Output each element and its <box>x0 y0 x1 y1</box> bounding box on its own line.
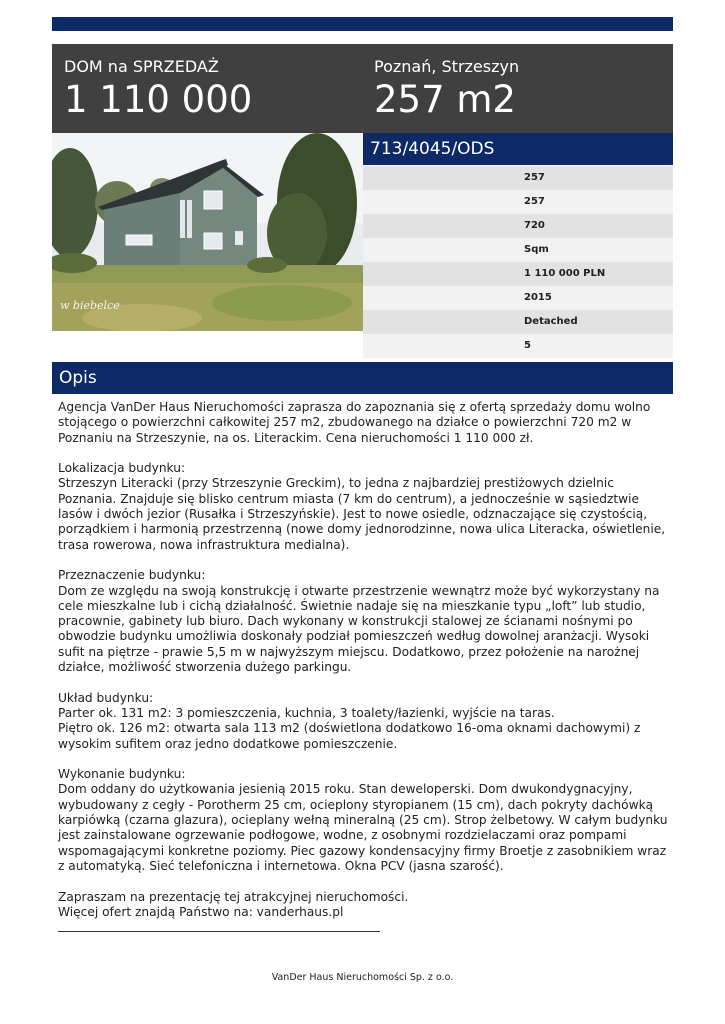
offer-block <box>64 56 252 120</box>
photo-watermark: w biebelce <box>60 299 120 312</box>
location: Poznań, Strzeszyn <box>374 57 520 76</box>
description-paragraph: Zapraszam na prezentację tej atrakcyjnej nieruchomości. Więcej ofert znajdą Państwo na: vanderhaus.pl <box>58 889 409 919</box>
divider <box>58 931 380 932</box>
listing-reference: 713/4045/ODS <box>363 133 673 165</box>
description-paragraph: Przeznaczenie budynku: Dom ze względu na swoją konstrukcję i otwarte przestrzenie wewnątrz może być wykorzystany na cele mieszkalne lub i cichą działalność. Świetnie nadaje się na mieszkanie typu „loft” lub studio, pracownie, gabinety lub biuro. Dach wykonany w konstrukcji stalowej ze ścianami nośnymi po obwodzie budynku umożliwia doskonały podział pomieszczeń według dowolnej aranżacji. Wysoki sufit na piętrze - prawie 5,5 m w najwyższym miejscu. Dodatkowo, przez położenie na narożnej działce, możliwość stworzenia dużego parkingu. <box>58 568 660 675</box>
spec-value: 1 110 000 PLN <box>363 262 673 286</box>
description-paragraph: Układ budynku: Parter ok. 131 m2: 3 pomieszczenia, kuchnia, 3 toalety/łazienki, wyjście na taras. Piętro ok. 126 m2: otwarta sala 113 m2 (doświetlona dodatkowo 16-oma oknami dachowymi) z wysokim sufitem oraz jedno dodatkowe pomieszczenie. <box>58 690 641 751</box>
spec-value: Sqm <box>363 238 673 262</box>
top-accent-bar <box>52 17 673 31</box>
spec-value: 257 <box>363 190 673 214</box>
spec-value: 2015 <box>363 286 673 310</box>
spec-value: Detached <box>363 310 673 334</box>
location-block <box>374 56 519 120</box>
area: 257 m2 <box>374 78 516 121</box>
offer-type: DOM na SPRZEDAŻ <box>64 57 219 76</box>
spec-value: 5 <box>363 334 673 358</box>
price: 1 110 000 <box>64 78 253 121</box>
property-photo <box>52 133 363 331</box>
footer-company: VanDer Haus Nieruchomości Sp. z o.o. <box>271 972 454 983</box>
spec-value: 257 <box>363 166 673 190</box>
description-paragraph: Wykonanie budynku: Dom oddany do użytkowania jesienią 2015 roku. Stan deweloperski. Dom dwukondygnacyjny, wybudowany z cegły - Porotherm 25 cm, ocieplony styropianem (15 cm), dach pokryty dachówką karpiówką (czarna glazura), ocieplany wełną mineralną (25 cm). Strop żelbetowy. W całym budynku jest zainstalowane ogrzewanie podłogowe, wodne, z osobnymi rozdzielaczami oraz pompami wspomagającymi konkretne poziomy. Piec gazowy kondensacyjny firmy Broetje z zasobnikiem wraz z automatyką. Sieć telefoniczna i internetowa. Okna PCV (jasna szarość). <box>58 767 668 873</box>
description-paragraph: Agencja VanDer Haus Nieruchomości zaprasza do zapoznania się z ofertą sprzedaży domu wolno stojącego o powierzchni całkowitej 257 m2, zbudowanego na działce o powierzchni 720 m2 w Poznaniu na Strzeszynie, na os. Literackim. Cena nieruchomości 1 110 000 zł. <box>58 400 651 445</box>
spec-list <box>363 166 673 358</box>
spec-value: 720 <box>363 214 673 238</box>
description-heading: Opis <box>52 362 673 394</box>
listing-header <box>52 44 673 133</box>
description-paragraph: Lokalizacja budynku: Strzeszyn Literacki (przy Strzeszynie Greckim), to jedna z najbardziej prestiżowych dzielnic Poznania. Znajduje się blisko centrum miasta (7 km do centrum), a jednocześnie w sąsiedztwie lasów i dwóch jezior (Rusałka i Strzeszyńskie). Jest to nowe osiedle, odznaczające się czystością, porządkiem i harmonią przestrzenną (nowe domy jednorodzinne, nowa ulica Literacka, oświetlenie, trasa rowerowa, nowa infrastruktura medialna). <box>58 461 666 552</box>
description <box>58 400 673 935</box>
